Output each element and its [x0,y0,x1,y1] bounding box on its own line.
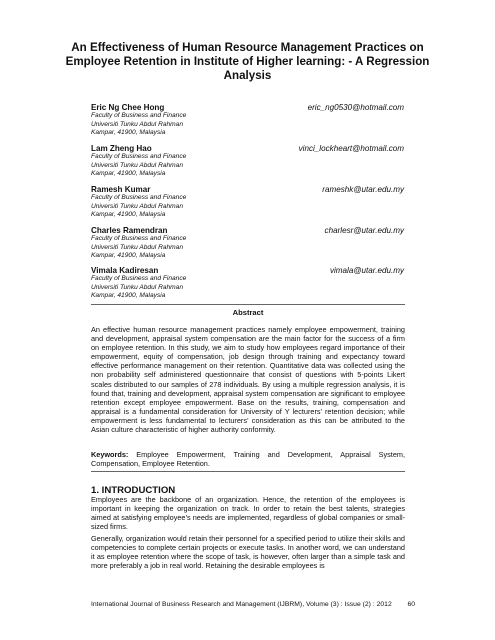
author-affiliation-line: Kampar, 41900, Malaysia [91,251,166,259]
author-name: Ramesh Kumar [91,185,151,194]
abstract-top-rule [91,304,405,305]
intro-paragraph: Employees are the backbone of an organization. Hence, the retention of the employees is important in keeping the organization on track. In order to retain the best talents, strategies aimed at satisfying employee’s needs are implemented, regardless of global companies or small-sized firms. [91,495,405,532]
author-name: Charles Ramendran [91,226,168,235]
author-block [91,186,404,219]
author-affiliation-line: Kampar, 41900, Malaysia [91,291,166,299]
abstract-heading: Abstract [232,308,264,317]
author-name: Vimala Kadiresan [91,266,159,275]
page-number: 60 [407,601,415,608]
author-affiliation-line: Faculty of Business and Finance [91,275,187,283]
abstract-text: An effective human resource management practices namely employee empowerment, training and development, appraisal system compensation are the main factor for the success of a firm on employee retention. In this study, we aim to study how employees regard importance of their empowerment, equity of compensation, job design through training and expectancy toward effective performance management on their retention. Quantitative data was collected using the non probability self administered questionnaire that consist of questions with 5-points Likert scales distributed to our samples of 278 individuals. By using a multiple regression analysis, it is found that, training and development, appraisal system compensation are significant to employee retention except employee empowerment. Base on the results, training, compensation and appraisal is a fundamental consideration for University of Y lecturers’ retention decision; while empowerment is less fundamental to lecturers’ consideration as this can be attributed to the Asian culture characteristic of higher authority conformity. [91,325,405,435]
author-affiliation-line: Faculty of Business and Finance [91,235,187,243]
keywords-text: Employee Empowerment, Training and Development, Appraisal System, Compensation, Employee Retention. [91,450,405,469]
author-affiliation-line: Faculty of Business and Finance [91,153,187,161]
section-heading: 1. INTRODUCTION [91,485,176,496]
author-affiliation-line: Faculty of Business and Finance [91,194,187,202]
author-email: vinci_lockheart@hotmail.com [298,144,404,153]
author-affiliation-line: Kampar, 41900, Malaysia [91,169,166,177]
author-block [91,227,404,260]
author-block [91,267,404,300]
author-affiliation-line: Universiti Tunku Abdul Rahman [91,202,183,210]
author-affiliation-line: Universiti Tunku Abdul Rahman [91,243,183,251]
intro-paragraph: Generally, organization would retain their personnel for a specified period to utilize their skills and competencies to complete certain projects or execute tasks. In another word, we can understand it as employee retention where the scope of task, is however, often larger than a simple task and more preferably a job in real world. Retaining the desirable employees is [91,534,405,571]
author-email: vimala@utar.edu.my [329,266,404,275]
author-affiliation-line: Universiti Tunku Abdul Rahman [91,283,183,291]
author-email: charlesr@utar.edu.my [324,226,404,235]
paper-title: An Effectiveness of Human Resource Management Practices on Employee Retention in Institute of Higher learning: - A Regression Analysis [65,41,430,82]
author-name: Lam Zheng Hao [91,144,152,153]
author-affiliation-line: Kampar, 41900, Malaysia [91,128,166,136]
author-email: eric_ng0530@hotmail.com [307,103,404,112]
footer-journal: International Journal of Business Research and Management (IJBRM), Volume (3) : Issue (2) : 2012 [91,601,392,608]
abstract-bottom-rule [91,471,405,472]
keywords-label: Keywords: [91,450,129,459]
author-affiliation-line: Faculty of Business and Finance [91,112,187,120]
author-affiliation-line: Universiti Tunku Abdul Rahman [91,120,183,128]
author-block [91,145,404,178]
author-email: rameshk@utar.edu.my [322,185,404,194]
author-block [91,104,404,137]
author-affiliation-line: Universiti Tunku Abdul Rahman [91,161,183,169]
page-footer [91,601,415,608]
author-name: Eric Ng Chee Hong [91,103,165,112]
keywords [91,450,405,468]
author-affiliation-line: Kampar, 41900, Malaysia [91,210,166,218]
